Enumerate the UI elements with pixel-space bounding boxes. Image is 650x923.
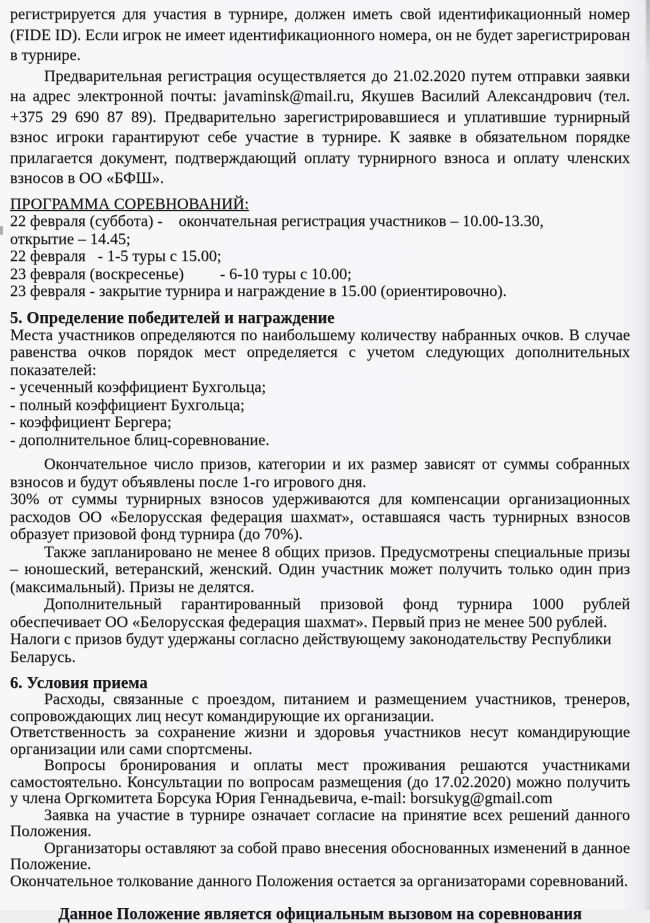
- intro-paragraph-registration: Предварительная регистрация осуществляется до 21.02.2020 путем отправки заявки на адрес электронной почты: javaminsk@mail.ru, Якушев Василий Александрович (тел. +375 29 690 87 89). Предварительно зарегистрировавшиеся и уплатившие турнирный взнос игроки гарантируют себе участие в турнире. К заявке в обязательном порядке прилагается документ, подтверждающий оплату турнирного взноса и оплату членских взносов в ОО «БФШ».: [10, 67, 630, 187]
- section-6-paragraph: Ответственность за сохранение жизни и здоровья участников несут командирующие организации или сами спортсмены.: [10, 724, 630, 758]
- section-6-paragraph: Расходы, связанные с проездом, питанием и размещением участников, тренеров, сопровождающих лиц несут командирующие их организации.: [10, 691, 630, 725]
- programme-line: открытие – 14.45;: [10, 230, 131, 248]
- section-5-paragraph: 30% от суммы турнирных взносов удерживаются для компенсации организационных расходов ОО «Белорусская федерация шахмат», оставшаяся часть турнирных взносов образует призовой фонд турнира (до 70%).: [10, 491, 630, 543]
- section-5-paragraph: Налоги с призов будут удержаны согласно действующему законодательству Республики Беларусь.: [10, 631, 612, 666]
- tiebreak-list-item: - коэффициент Бергера;: [10, 414, 172, 431]
- intro-section: [10, 5, 630, 190]
- programme-line: 23 февраля - закрытие турнира и награждение в 15.00 (ориентировочно).: [10, 283, 507, 300]
- programme-line: 22 февраля - 1-5 туры с 15.00;: [10, 248, 222, 265]
- programme-heading: ПРОГРАММА СОРЕВНОВАНИЙ:: [10, 195, 249, 213]
- section-5-paragraph: Места участников определяются по наибольшему количеству набранных очков. В случае равенства очков порядок мест определяется с учетом следующих дополнительных показателей:: [10, 326, 630, 379]
- section-6-paragraph: Заявка на участие в турнире означает согласие на принятие всех решений данного Положения.: [10, 806, 630, 840]
- section-5-heading: 5. Определение победителей и награждение: [10, 307, 335, 327]
- tiebreak-list-item: - дополнительное блиц-соревнование.: [10, 431, 270, 449]
- intro-paragraph-continuation: регистрируется для участия в турнире, должен иметь свой идентификационный номер (FIDE ID). Если игрок не имеет идентификационного номера, он не будет зарегистрирован в турнире.: [10, 6, 630, 64]
- closing-statement: Данное Положение является официальным вызовом на соревнования: [58, 904, 582, 923]
- section-6-admission-terms: [10, 674, 630, 890]
- section-6-heading: 6. Условия приема: [10, 673, 148, 692]
- tiebreak-list-item: - полный коэффициент Бухгольца;: [10, 396, 245, 414]
- scan-artifact: [0, 226, 3, 235]
- programme-line: 22 февраля (суббота) - окончательная регистрация участников – 10.00-13.30,: [10, 213, 544, 230]
- section-5-winners-awards: [10, 309, 630, 667]
- programme-line: 23 февраля (воскресенье) - 6-10 туры с 10.00;: [10, 265, 352, 283]
- section-6-paragraph: Организаторы оставляют за собой право внесения обоснованных изменений в данное Положение.: [10, 839, 630, 873]
- section-6-paragraph: Окончательное толкование данного Положения остается за организаторами соревнований.: [10, 872, 628, 890]
- programme-section: [10, 196, 630, 301]
- section-5-paragraph: Также запланировано не менее 8 общих призов. Предусмотрены специальные призы – юношеский, ветеранский, женский. Один участник может получить только один приз (максимальный). Призы не делятся.: [10, 543, 630, 596]
- tiebreak-list-item: - усеченный коэффициент Бухгольца;: [10, 379, 266, 396]
- section-5-paragraph: Окончательное число призов, категории и их размер зависят от суммы собранных взносов и будут объявлены после 1-го игрового дня.: [10, 456, 630, 491]
- section-5-paragraph: Дополнительный гарантированный призовой фонд турнира 1000 рублей обеспечивает ОО «Белорусская федерация шахмат». Первый приз не менее 500 рублей.: [10, 596, 630, 631]
- section-6-paragraph: Вопросы бронирования и оплаты мест проживания решаются участниками самостоятельно. Консультации по вопросам размещения (до 17.02.2020) можно получить у члена Оргкомитета Борсука Юрия Геннадьевича, e-mail: borsukyg@gmail.com: [10, 757, 630, 807]
- scan-artifact: [646, 0, 650, 70]
